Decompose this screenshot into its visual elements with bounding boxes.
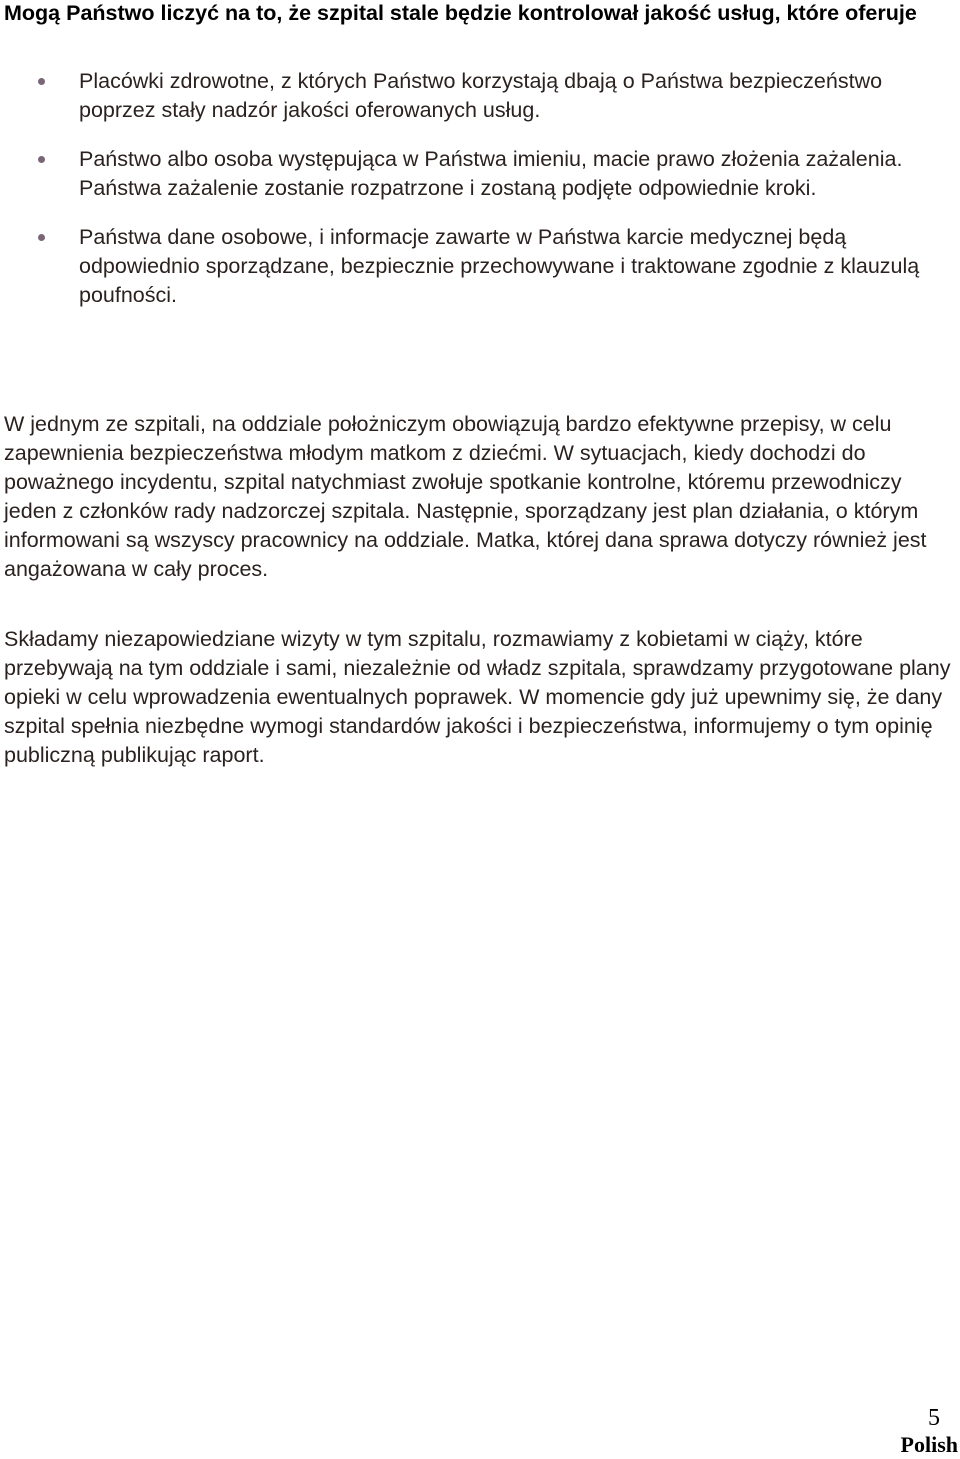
bullet-text: Państwo albo osoba występująca w Państwa imieniu, macie prawo złożenia zażalenia. Państwa zażalenie zostanie rozpatrzone i zostaną podjęte odpowiednie kroki.	[79, 147, 903, 200]
bullet-list	[0, 67, 950, 330]
list-item	[0, 223, 950, 310]
bullet-text: Placówki zdrowotne, z których Państwo korzystają dbają o Państwa bezpieczeństwo poprzez stały nadzór jakości oferowanych usług.	[79, 69, 883, 122]
language-label: Polish	[900, 1432, 958, 1457]
bullet-icon	[38, 156, 45, 163]
bullet-icon	[38, 78, 45, 85]
page-number: 5	[928, 1405, 940, 1431]
list-item	[0, 67, 950, 125]
list-item	[0, 145, 950, 203]
paragraph-inspections: Składamy niezapowiedziane wizyty w tym szpitalu, rozmawiamy z kobietami w ciąży, które przebywają na tym oddziale i sami, niezależnie od władz szpitala, sprawdzamy przygotowane plany opieki w celu wprowadzenia ewentualnych poprawek. W momencie gdy już upewnimy się, że dany szpital spełnia niezbędne wymogi standardów jakości i bezpieczeństwa, informujemy o tym opinię publiczną publikując raport.	[4, 627, 951, 767]
section-heading: Mogą Państwo liczyć na to, że szpital stale będzie kontrolował jakość usług, które oferuje	[4, 1, 917, 25]
bullet-text: Państwa dane osobowe, i informacje zawarte w Państwa karcie medycznej będą odpowiednio sporządzane, bezpiecznie przechowywane i traktowane zgodnie z klauzulą poufności.	[79, 225, 920, 307]
paragraph-maternity-ward: W jednym ze szpitali, na oddziale położniczym obowiązują bardzo efektywne przepisy, w celu zapewnienia bezpieczeństwa młodym matkom z dziećmi. W sytuacjach, kiedy dochodzi do poważnego incydentu, szpital natychmiast zwołuje spotkanie kontrolne, któremu przewodniczy jeden z członków rady nadzorczej szpitala. Następnie, sporządzany jest plan działania, o którym informowani są wszyscy pracownicy na oddziale. Matka, której dana sprawa dotyczy również jest angażowana w cały proces.	[4, 412, 927, 581]
bullet-icon	[38, 234, 45, 241]
